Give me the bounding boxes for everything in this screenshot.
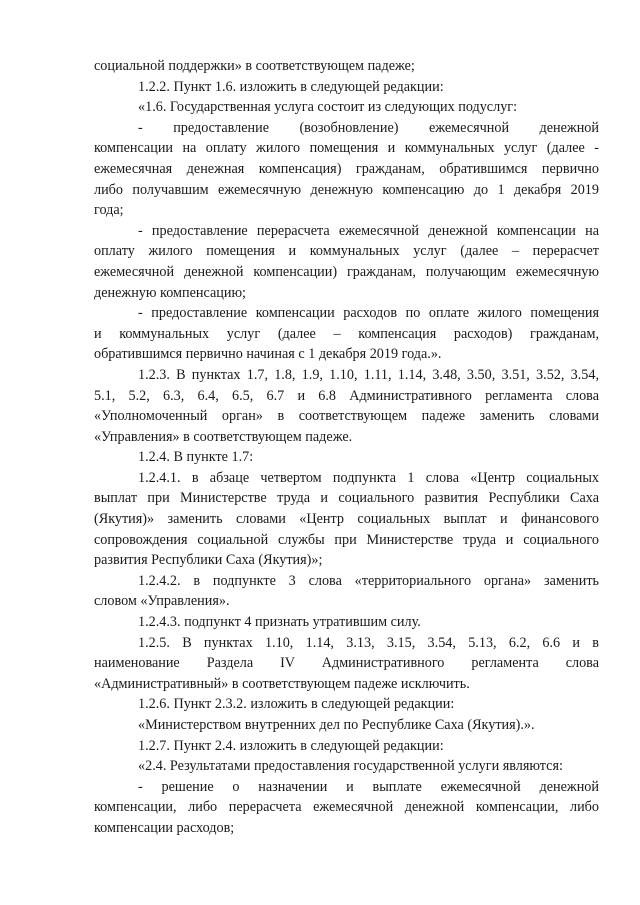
text-line: 1.2.3. В пунктах 1.7, 1.8, 1.9, 1.10, 1.11, 1.14, 3.48, 3.50, 3.51, 3.52, 3.54, <box>138 366 599 383</box>
text-line: «Управления» в соответствующем падеже. <box>94 428 353 445</box>
text-line: - предоставление перерасчета ежемесячной денежной компенсации на <box>138 222 599 239</box>
text-line: ежемесячная денежная компенсация) гражданам, обратившимся первично <box>94 160 599 177</box>
document-page <box>94 56 599 839</box>
text-line: компенсации, либо перерасчета ежемесячной денежной компенсации, либо <box>94 799 599 816</box>
text-line: - предоставление компенсации расходов по оплате жилого помещения <box>138 305 599 322</box>
text-line: 1.2.4.1. в абзаце четвертом подпункта 1 слова «Центр социальных <box>138 469 599 486</box>
text-line: и коммунальных услуг (далее – компенсация расходов) гражданам, <box>94 325 599 342</box>
text-line: 1.2.7. Пункт 2.4. изложить в следующей редакции: <box>138 737 444 754</box>
text-line: сопровождения социальной службы при Министерстве труда и социального <box>94 531 599 548</box>
text-line: развития Республики Саха (Якутия)»; <box>94 552 323 569</box>
text-line: наименование Раздела IV Административного регламента слова <box>94 655 599 672</box>
text-line: выплат при Министерстве труда и социального развития Республики Саха <box>94 490 599 507</box>
text-line: «1.6. Государственная услуга состоит из следующих подуслуг: <box>138 99 518 116</box>
text-line: «2.4. Результатами предоставления государственной услуги являются: <box>138 758 563 775</box>
text-line: - решение о назначении и выплате ежемесячной денежной <box>138 778 599 795</box>
text-line: компенсации расходов; <box>94 819 235 836</box>
text-line: социальной поддержки» в соответствующем падеже; <box>94 58 415 74</box>
text-line: (Якутия)» заменить словами «Центр социальных выплат и финансового <box>94 511 599 528</box>
text-line: обратившимся первично начиная с 1 декабря 2019 года.». <box>94 346 442 363</box>
text-line: либо получавшим ежемесячную денежную компенсацию до 1 декабря 2019 <box>94 181 599 198</box>
text-line: года; <box>94 202 124 219</box>
text-line: «Министерством внутренних дел по Республике Саха (Якутия).». <box>138 717 535 733</box>
text-line: 5.1, 5.2, 6.3, 6.4, 6.5, 6.7 и 6.8 Административного регламента слова <box>94 387 599 404</box>
text-line: 1.2.5. В пунктах 1.10, 1.14, 3.13, 3.15, 3.54, 5.13, 6.2, 6.6 и в <box>138 634 599 651</box>
text-line: компенсации на оплату жилого помещения и коммунальных услуг (далее - <box>94 140 599 157</box>
text-line: 1.2.6. Пункт 2.3.2. изложить в следующей редакции: <box>138 696 455 713</box>
text-line: «Уполномоченный орган» в соответствующем падеже заменить словами <box>94 408 599 425</box>
text-line: денежную компенсацию; <box>94 284 246 301</box>
text-line: 1.2.2. Пункт 1.6. изложить в следующей редакции: <box>138 78 444 95</box>
text-line: 1.2.4.2. в подпункте 3 слова «территориального органа» заменить <box>138 572 599 589</box>
text-line: словом «Управления». <box>94 593 230 610</box>
text-line: 1.2.4. В пункте 1.7: <box>138 449 254 466</box>
text-line: - предоставление (возобновление) ежемесячной денежной <box>138 119 599 136</box>
text-line: оплату жилого помещения и коммунальных услуг (далее – перерасчет <box>94 243 599 260</box>
text-line: «Административный» в соответствующем падеже исключить. <box>94 675 470 692</box>
text-line: ежемесячной денежной компенсации) гражданам, получающим ежемесячную <box>94 263 599 280</box>
text-line: 1.2.4.3. подпункт 4 признать утратившим силу. <box>138 614 421 631</box>
